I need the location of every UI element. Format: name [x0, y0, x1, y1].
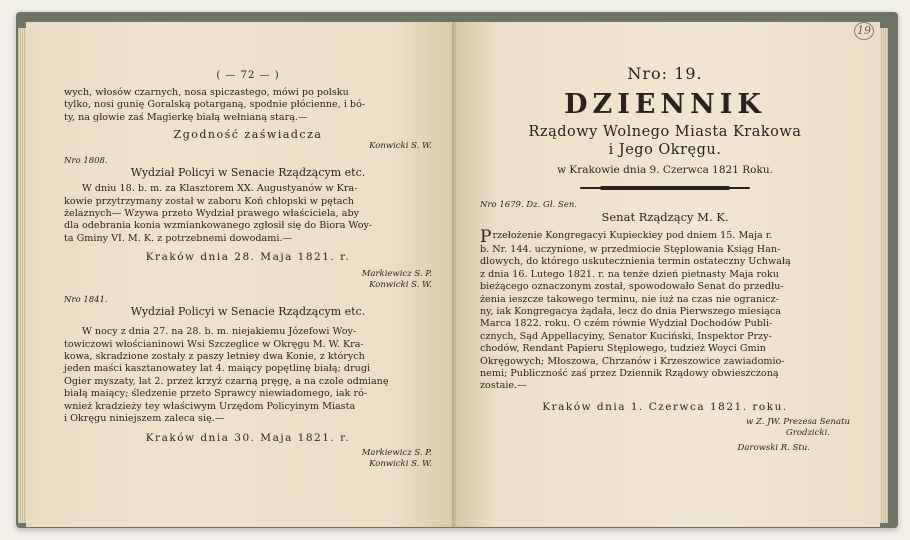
right-page-edges [880, 28, 888, 523]
text-line: wych, włosów czarnych, nosa spiczastego, mówi po polsku [64, 87, 349, 98]
signature: Konwicki S. W. [369, 458, 432, 469]
text-line: jeden maści kasztanowatey lat 4. maiący popętlinę białą; drugi [64, 363, 371, 375]
text-line: ty, na głowie zaś Magierkę białą wełnianą starą.— [64, 111, 308, 123]
notice-date: Kraków dnia 30. Maja 1821. r. [145, 431, 351, 444]
text-line: Okręgowych; Młoszowa, Chrzanów i Krzeszowice zawiadomio- [480, 355, 785, 367]
text-line: tylko, nosi gunię Goralską potarganą, spodnie płócienne, i bó- [64, 99, 366, 111]
page-number: ( — 72 — ) [216, 70, 280, 81]
left-page-edges [18, 28, 26, 523]
notice-heading: Senat Rządzący M. K. [601, 210, 729, 224]
text-line: i Okręgu niniejszem zaleca się.— [64, 413, 225, 425]
notice-heading: Wydział Policyi w Senacie Rządzącym etc. [130, 166, 366, 180]
text-line: cznych, Sąd Appellacyiny, Senator Kuciński, Inspektor Przy- [480, 330, 772, 342]
notice-body [64, 183, 432, 245]
text-line: żenia ieszcze takowego terminu, nie iuż na czas nie ogranicz- [480, 293, 779, 305]
signature: Markiewicz S. P. [361, 269, 432, 280]
text-line: b. Nr. 144. uczynione, w przedmiocie Stęplowania Ksiąg Han- [480, 244, 781, 255]
open-book [16, 12, 898, 528]
masthead-subtitle: Rządowy Wolnego Miasta Krakowa [528, 124, 802, 140]
notice-body [480, 227, 850, 393]
notice-date: Kraków dnia 28. Maja 1821. r. [145, 251, 351, 264]
text-line: ny, iak Kongregacya żądała, lecz do dnia Pierwszego miesiąca [480, 306, 781, 318]
text-line: chodów, Rendant Papieru Stęplowego, tudzież Woyci Gmin [480, 343, 766, 355]
masthead-title: DZIENNIK [564, 89, 766, 120]
masthead-subtitle-2: i Jego Okręgu. [608, 142, 722, 158]
text-line: żelaznych— Wzywa przeto Wydział prawego właściciela, aby [64, 208, 360, 220]
text-line: W nocy z dnia 27. na 28. b. m. niejakiemu Józefowi Woy- [82, 326, 357, 338]
decorative-rule [580, 186, 750, 190]
left-page [26, 22, 458, 527]
signature: Darowski R. Stu. [737, 442, 810, 453]
notice-number: Nro 1841. [64, 295, 108, 306]
text-line: zostaie.— [480, 380, 527, 392]
text-line: białą maiący; śledzenie przeto Sprawcy niewiadomego, iak ró- [64, 388, 368, 400]
drop-cap: P [480, 227, 492, 247]
signature: Konwicki S. W. [369, 280, 432, 291]
text-line: ta Gminy VI. M. K. z potrzebnemi dowodami.— [64, 232, 293, 244]
certify-heading: Zgodność zaświadcza [173, 128, 323, 142]
text-line: dla odebrania konia wzmiankowanego zgłosił się do Biora Woy- [64, 220, 373, 232]
notice-number: Nro 1808. [64, 156, 108, 167]
signature: w Z. JW. Prezesa Senatu [746, 416, 850, 427]
text-line: Przełożenie Kongregacyi Kupieckiey pod dniem 15. Maja r. [480, 227, 773, 247]
text-line: Ogier myszaty, lat 2. przez krzyż czarną pręgę, a na czole odmianę [64, 375, 389, 387]
right-page [456, 22, 880, 527]
signature: Markiewicz S. P. [361, 447, 432, 458]
text-line: kowa, skradzione zostały z paszy letniey dwa Konie, z których [64, 351, 365, 363]
handwritten-page-mark: 19 [854, 22, 874, 40]
signature: Konwicki S. W. [369, 141, 432, 152]
issue-number: Nro: 19. [627, 64, 703, 83]
text-line: Marca 1822. roku. O czém równie Wydział Dochodów Publi- [480, 318, 773, 330]
signature: Grodzicki. [786, 427, 830, 438]
text-line: W dniu 18. b. m. za Klasztorem XX. Augustyanów w Kra- [82, 183, 358, 195]
notice-heading: Wydział Policyi w Senacie Rządzącym etc. [130, 305, 366, 319]
text-line: bieżącego oznaczonym został, spowodowało Senat do przedłu- [480, 281, 784, 293]
notice-date: Kraków dnia 1. Czerwca 1821. roku. [542, 400, 788, 413]
text-line: dlowych, do którego uskutecznienia termin ostateczny Uchwałą [480, 256, 791, 268]
notice-number: Nro 1679. Dz. Gł. Sen. [480, 200, 578, 210]
intro-paragraph [64, 87, 432, 124]
issue-dateline: w Krakowie dnia 9. Czerwca 1821 Roku. [557, 164, 773, 176]
text-line: kowie przytrzymany został w zaboru Koń chłopski w pętach [64, 195, 354, 207]
text-line: z dnia 16. Lutego 1821. r. na tenże dzień pietnasty Maja roku [480, 268, 779, 280]
text-line: wnież kradzieży tey właściwym Urzędom Policyinym Miasta [64, 400, 356, 412]
text-line: nemi; Publiczność zaś przez Dziennik Rządowy obwieszczoną [480, 368, 779, 380]
text-line: towiczowi włościaninowi Wsi Szczeglice w Okręgu M. W. Kra- [64, 338, 364, 350]
notice-body [64, 326, 432, 425]
